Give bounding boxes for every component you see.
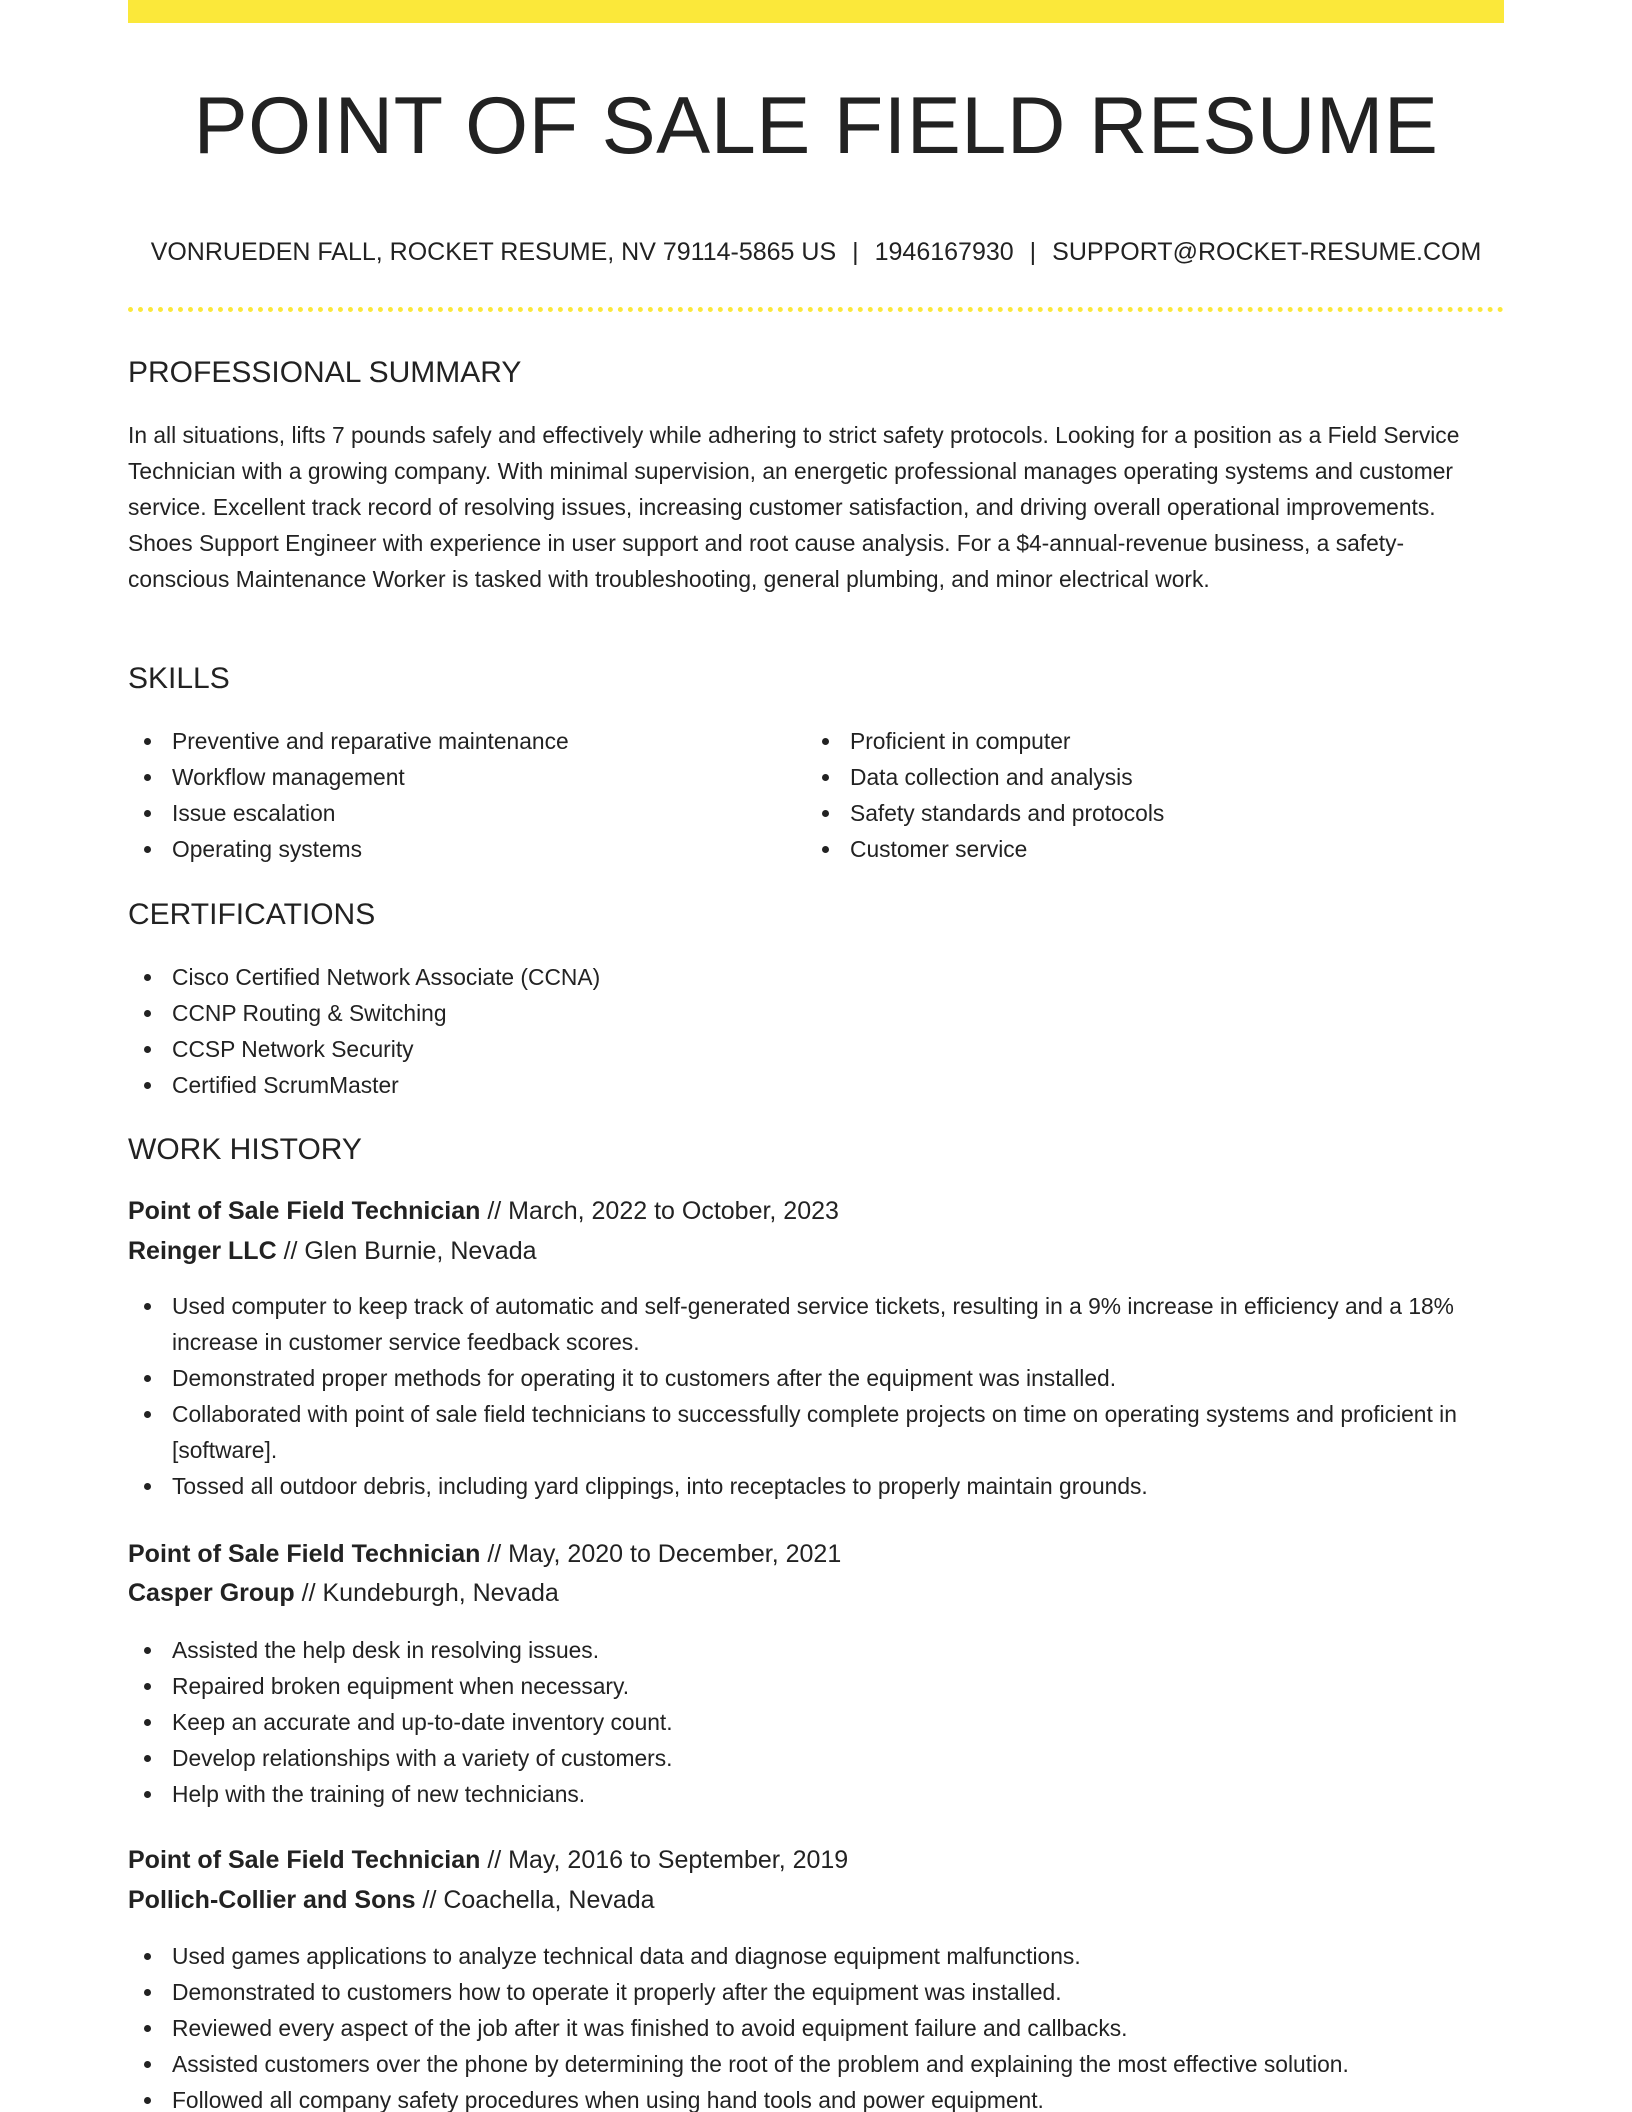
skills-list-right (806, 723, 1504, 867)
skill-item: Safety standards and protocols (806, 795, 1504, 831)
job-bullet: Demonstrated proper methods for operating it to customers after the equipment was installed. (128, 1360, 1504, 1396)
job-title: Point of Sale Field Technician (128, 1197, 481, 1225)
job-bullet: Collaborated with point of sale field technicians to successfully complete projects on time on operating systems and proficient in [software]. (128, 1396, 1504, 1468)
job-company-line (128, 1886, 655, 1915)
contact-email[interactable]: SUPPORT@ROCKET-RESUME.COM (1052, 238, 1482, 266)
summary-heading: PROFESSIONAL SUMMARY (128, 356, 522, 389)
job-company-line (128, 1237, 537, 1266)
skill-item: Customer service (806, 831, 1504, 867)
job-bullet: Demonstrated to customers how to operate it properly after the equipment was installed. (128, 1974, 1504, 2010)
job-bullet: Reviewed every aspect of the job after it was finished to avoid equipment failure and callbacks. (128, 2010, 1504, 2046)
contact-phone: 1946167930 (874, 238, 1014, 266)
job-dates: // May, 2020 to December, 2021 (487, 1540, 842, 1568)
skill-item: Operating systems (128, 831, 788, 867)
skills-list-left (128, 723, 788, 867)
job-title-line (128, 1540, 841, 1569)
job-bullet: Tossed all outdoor debris, including yard clippings, into receptacles to properly maintain grounds. (128, 1468, 1504, 1504)
job-bullet: Followed all company safety procedures when using hand tools and power equipment. (128, 2082, 1504, 2112)
job-bullets (128, 1938, 1504, 2112)
job-dates: // May, 2016 to September, 2019 (487, 1846, 849, 1874)
job-title-line (128, 1197, 839, 1226)
job-location: // Coachella, Nevada (422, 1886, 655, 1914)
dotted-divider (128, 307, 1504, 312)
certifications-heading: CERTIFICATIONS (128, 898, 376, 931)
job-bullet: Assisted the help desk in resolving issues. (128, 1632, 1504, 1668)
skill-item: Preventive and reparative maintenance (128, 723, 788, 759)
job-company: Reinger LLC (128, 1237, 277, 1265)
job-dates: // March, 2022 to October, 2023 (487, 1197, 839, 1225)
resume-page (128, 0, 1504, 2112)
job-bullet: Help with the training of new technicians. (128, 1776, 1504, 1812)
summary-text: In all situations, lifts 7 pounds safely and effectively while adhering to strict safety protocols. Looking for a position as a Field Service Technician with a growing company. With minimal supervision, an energetic professional manages operating systems and customer service. Excellent track record of resolving issues, increasing customer satisfaction, and driving overall operational improvements. Shoes Support Engineer with experience in user support and root cause analysis. For a $4-annual-revenue business, a safety-conscious Maintenance Worker is tasked with troubleshooting, general plumbing, and minor electrical work. (128, 422, 1460, 592)
job-location: // Kundeburgh, Nevada (301, 1579, 559, 1607)
contact-address: VONRUEDEN FALL, ROCKET RESUME, NV 79114-5865 US (150, 238, 837, 266)
job-bullets (128, 1288, 1504, 1504)
accent-top-bar (128, 0, 1504, 23)
job-company: Pollich-Collier and Sons (128, 1886, 416, 1914)
skills-heading: SKILLS (128, 662, 230, 695)
job-company-line (128, 1579, 559, 1608)
job-bullet: Used games applications to analyze technical data and diagnose equipment malfunctions. (128, 1938, 1504, 1974)
contact-line (128, 238, 1504, 267)
contact-separator: | (852, 238, 859, 266)
job-bullets (128, 1632, 1504, 1812)
job-bullet: Develop relationships with a variety of customers. (128, 1740, 1504, 1776)
resume-title: POINT OF SALE FIELD RESUME (193, 81, 1439, 171)
job-bullet: Assisted customers over the phone by determining the root of the problem and explaining the most effective solution. (128, 2046, 1504, 2082)
certifications-list (128, 959, 1504, 1103)
job-title: Point of Sale Field Technician (128, 1540, 481, 1568)
certification-item: Cisco Certified Network Associate (CCNA) (128, 959, 1504, 995)
certification-item: Certified ScrumMaster (128, 1067, 1504, 1103)
job-title: Point of Sale Field Technician (128, 1846, 481, 1874)
skill-item: Data collection and analysis (806, 759, 1504, 795)
job-bullet: Repaired broken equipment when necessary. (128, 1668, 1504, 1704)
certification-item: CCSP Network Security (128, 1031, 1504, 1067)
job-company: Casper Group (128, 1579, 295, 1607)
skill-item: Workflow management (128, 759, 788, 795)
certification-item: CCNP Routing & Switching (128, 995, 1504, 1031)
job-title-line (128, 1846, 848, 1875)
job-bullet: Keep an accurate and up-to-date inventory count. (128, 1704, 1504, 1740)
skill-item: Issue escalation (128, 795, 788, 831)
work-history-heading: WORK HISTORY (128, 1133, 362, 1166)
contact-separator: | (1029, 238, 1037, 266)
job-location: // Glen Burnie, Nevada (283, 1237, 537, 1265)
job-bullet: Used computer to keep track of automatic and self-generated service tickets, resulting in a 9% increase in efficiency and a 18% increase in customer service feedback scores. (128, 1288, 1504, 1360)
skill-item: Proficient in computer (806, 723, 1504, 759)
